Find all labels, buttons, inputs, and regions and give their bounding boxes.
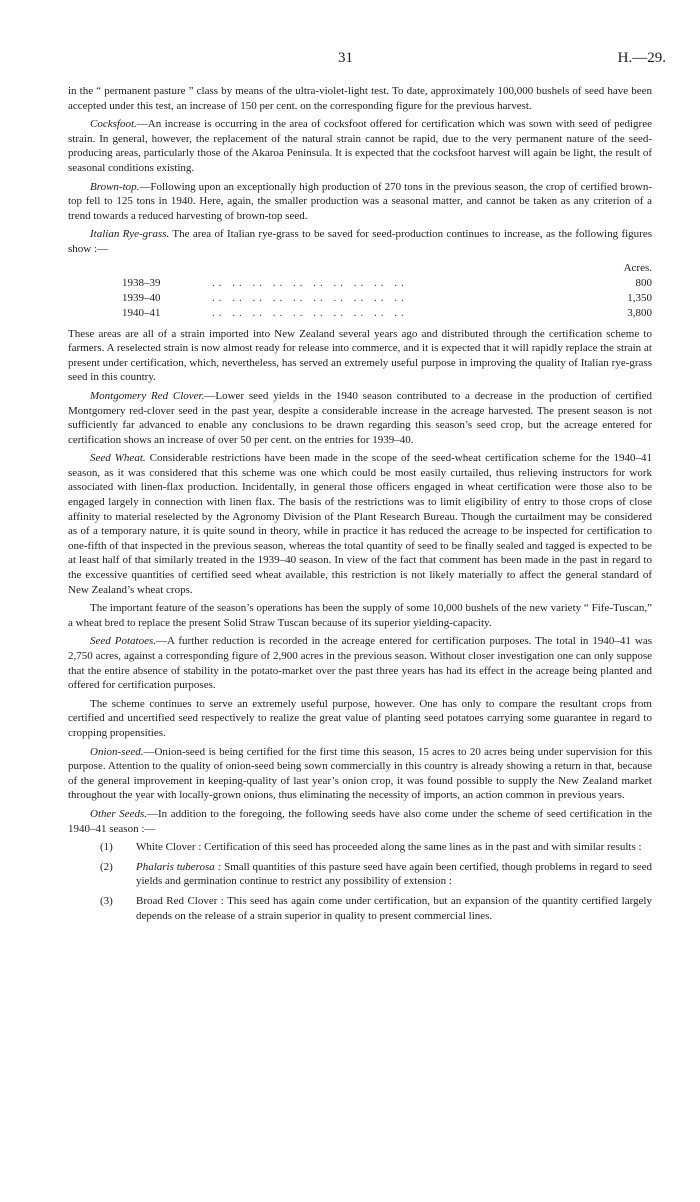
item-text: This seed has again come under certification, but an expansion of the quantity certified largely depends on the release of a strain superior in quality to present commercial lines. (136, 894, 652, 922)
heading-browntop: Brown-top. (90, 180, 140, 193)
table-value: 1,350 (627, 291, 652, 304)
heading-montgomery: Montgomery Red Clover. (90, 389, 205, 402)
table-row (68, 291, 652, 306)
paragraph-montgomery: Montgomery Red Clover.—Lower seed yields in the 1940 season contributed to a decrease in the production of certified Montgomery red-clover seed in the past year, despite a considerable increase in the acreage harvested. The present season is not sufficiently far advanced to enable any conclusions to be drawn regarding this season’s seed crop, but the acreage entered for certification shows an increase of over 50 per cent. on the entries for 1939–40. (68, 389, 652, 446)
heading-other-seeds: Other Seeds. (90, 807, 147, 820)
leader-dots: .. .. .. .. .. .. .. .. .. .. (212, 306, 408, 319)
table-year: 1938–39 (122, 276, 161, 289)
list-item (100, 894, 652, 923)
leader-dots: .. .. .. .. .. .. .. .. .. .. (212, 276, 408, 289)
item-name: White Clover : (136, 841, 202, 854)
paragraph-italian-ryegrass: Italian Rye-grass. The area of Italian rye-grass to be saved for seed-production continues to increase, as the following figures show :— (68, 228, 652, 255)
page-header (68, 0, 666, 84)
list-item (100, 860, 652, 889)
heading-seed-wheat: Seed Wheat. (90, 452, 146, 465)
item-name: Phalaris tuberosa : (136, 860, 222, 873)
item-name: Broad Red Clover : (136, 894, 224, 907)
item-text: Small quantities of this pasture seed have again been certified, though problems in regard to seed yields and germination continue to restrict any possibility of extension : (136, 860, 652, 888)
paragraph-intro: in the “ permanent pasture ” class by means of the ultra-violet-light test. To date, approximately 100,000 bushels of seed have been accepted under this test, an increase of 150 per cent. on the corresponding figure for the previous harvest. (68, 85, 652, 112)
item-number: (3) (100, 894, 113, 907)
table-row (68, 306, 652, 321)
heading-seed-potatoes: Seed Potatoes. (90, 635, 157, 648)
paragraph-other-seeds: Other Seeds.—In addition to the foregoing, the following seeds have also come under the scheme of seed certification in the 1940–41 season :— (68, 807, 652, 835)
paragraph-onion-seed: Onion-seed.—Onion-seed is being certified for the first time this season, 15 acres to 20 acres being under supervision for this purpose. Attention to the quality of onion-seed being sown commercially in this country is already showing a return in that, because of the general improvement in keeping-quality of last year’s onion crop, it was found possible to supply the New Zealand market throughout the year with locally-grown onions, thus eliminating the necessity of imports, an action common in previous years. (68, 745, 652, 802)
paragraph-seed-potatoes: Seed Potatoes.—A further reduction is recorded in the acreage entered for certification purposes. The total in 1940–41 was 2,750 acres, against a corresponding figure of 2,900 acres in the previous season. Without closer investigation one can only suppose that the entire absence of stability in the potato-market over the past three years has had its effect in the acreage being planted and offered for certification purposes. (68, 635, 652, 692)
item-number: (2) (100, 860, 113, 873)
table-year: 1940–41 (122, 306, 161, 319)
item-number: (1) (100, 841, 113, 854)
table-row (68, 276, 652, 291)
table-unit-header: Acres. (623, 261, 652, 274)
item-text: Certification of this seed has proceeded along the same lines as in the past and with similar results : (201, 841, 642, 854)
heading-onion-seed: Onion-seed. (90, 745, 144, 758)
paragraph-cocksfoot: Cocksfoot.—An increase is occurring in the area of cocksfoot offered for certification which was sown with seed of pedigree strain. In general, however, the replacement of the natural strain cannot be rapid, due to the very permanent nature of the seed-producing areas, particularly those of the Akaroa Peninsula. It is expected that the cocksfoot harvest will again be light, the result of seasonal conditions existing. (68, 118, 652, 174)
other-seeds-list (68, 840, 652, 923)
table-year: 1939–40 (122, 291, 161, 304)
document-reference: H.—29. (617, 50, 666, 66)
paragraph-fife-tuscan: The important feature of the season’s operations has been the supply of some 10,000 bushels of the new variety “ Fife-Tuscan,” a wheat bred to replace the present Solid Straw Tuscan because of its superior yielding-capacity. (68, 602, 652, 629)
page-number: 31 (338, 50, 353, 66)
paragraph-browntop: Brown-top.—Following upon an exceptionally high production of 270 tons in the previous season, the crop of certified brown-top fell to 125 tons in 1940. Here, again, the smaller production was a seasonal matter, and cannot be taken as any criterion of a trend towards a reduced harvesting of brown-top seed. (68, 180, 652, 222)
paragraph-potato-scheme: The scheme continues to serve an extremely useful purpose, however. One has only to compare the resultant crops from certified and uncertified seed respectively to realize the great value of planting seed potatoes carrying some guarantee in regard to cropping propensities. (68, 697, 652, 739)
heading-cocksfoot: Cocksfoot. (90, 118, 137, 131)
list-item (100, 840, 652, 855)
document-page (68, 0, 666, 928)
table-value: 800 (635, 276, 652, 289)
heading-italian-ryegrass: Italian Rye-grass. (90, 228, 170, 241)
body-text (68, 84, 652, 923)
table-value: 3,800 (627, 306, 652, 319)
paragraph-ryegrass-strain: These areas are all of a strain imported into New Zealand several years ago and distributed through the certification scheme to farmers. A reselected strain is now almost ready for release into commerce, and it is expected that it will rapidly replace the strain at present under certification, which, nevertheless, has served an extremely useful purpose in improving the quality of Italian rye-grass seed in this country. (68, 327, 652, 384)
leader-dots: .. .. .. .. .. .. .. .. .. .. (212, 291, 408, 304)
ryegrass-acreage-table (68, 261, 652, 321)
paragraph-seed-wheat: Seed Wheat. Considerable restrictions have been made in the scope of the seed-wheat certification scheme for the 1940–41 season, as it was considered that this scheme was one which could be most easily curtailed, thus relieving instructors for work associated with linen-flax production. Incidentally, in general those officers engaged in wheat certification were those also to be engaged largely in connection with linen flax. The basis of the restrictions was to limit eligibility of entry to those crops of close affinity to material reselected by the Agronomy Division of the Plant Research Bureau. Though the curtailment may be considered as of a temporary nature, it is quite sound in theory, while in practice it has reduced the acreage to be inspected for certification to one-fifth of that inspected in the previous season, whereas the total quantity of seed to be finally sealed and tagged is expected to be at least half of that similarly treated in the 1939–40 season. In view of the fact that comment has been made in the past in regard to the excessive quantities of certified seed wheat available, this restriction is not likely materially to affect the general standard of New Zealand’s wheat crops. (68, 452, 652, 596)
